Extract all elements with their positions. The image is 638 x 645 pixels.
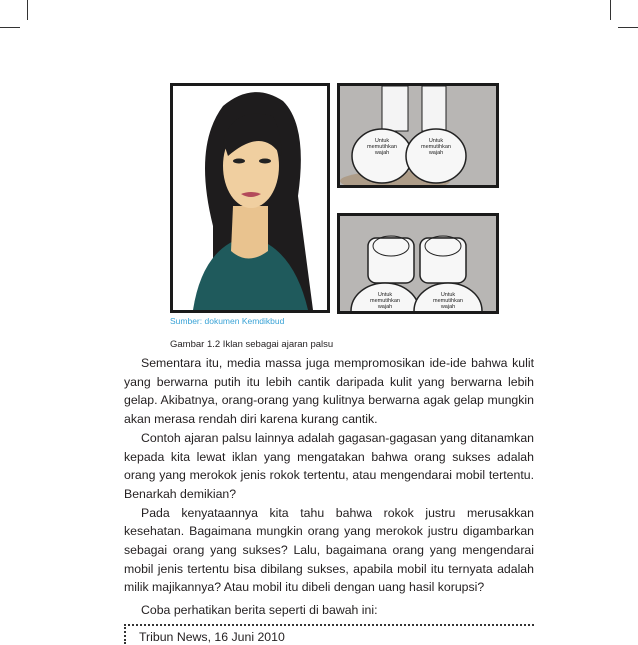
woman-illustration: [170, 83, 330, 313]
crop-mark: [610, 0, 611, 20]
news-box: [124, 624, 534, 644]
crop-mark: [27, 0, 28, 20]
news-box-title: Tribun News, 16 Juni 2010: [139, 629, 285, 644]
figure-caption: Gambar 1.2 Iklan sebagai ajaran palsu: [170, 339, 334, 350]
paragraph: Sementara itu, media massa juga mempromosikan ide-ide bahwa kulit yang berwarna putih itu lebih cantik daripada kulit yang berwarna lebih gelap. Akibatnya, orang-orang yang kulitnya berwarna agak gelap mungkin akan merasa rendah diri karena kurang cantik.: [124, 356, 534, 427]
cream-jars-top-illustration: [337, 83, 499, 188]
body-text: [124, 354, 534, 644]
cream-jars-bottom-illustration: [337, 213, 499, 314]
jar-label: Untuk memutihkan wajah: [367, 138, 397, 157]
jar-label: Untuk memutihkan wajah: [433, 292, 463, 311]
paragraph: Pada kenyataannya kita tahu bahwa rokok justru merusakkan kesehatan. Bagaimana mungkin orang yang merokok justru digambarkan sebagai orang yang sukses? Lalu, bagaimana orang yang mengendarai mobil jenis tertentu bisa dibilang sukses, apabila mobil itu ternyata adalah milik majikannya? Atau mobil itu dibeli dengan uang hasil korupsi?: [124, 505, 534, 595]
jar-label: Untuk memutihkan wajah: [421, 138, 451, 157]
crop-mark: [618, 27, 638, 28]
paragraph: Coba perhatikan berita seperti di bawah ini:: [141, 603, 378, 618]
crop-mark: [0, 27, 20, 28]
figure-source: Sumber: dokumen Kemdikbud: [170, 316, 285, 326]
paragraph: Contoh ajaran palsu lainnya adalah gagasan-gagasan yang ditanamkan kepada kita lewat iklan yang mengatakan bahwa orang sukses adalah orang yang merokok jenis rokok tertentu, atau mengendarai mobil tertentu. Benarkah demikian?: [124, 430, 534, 501]
jar-label: Untuk memutihkan wajah: [370, 292, 400, 311]
